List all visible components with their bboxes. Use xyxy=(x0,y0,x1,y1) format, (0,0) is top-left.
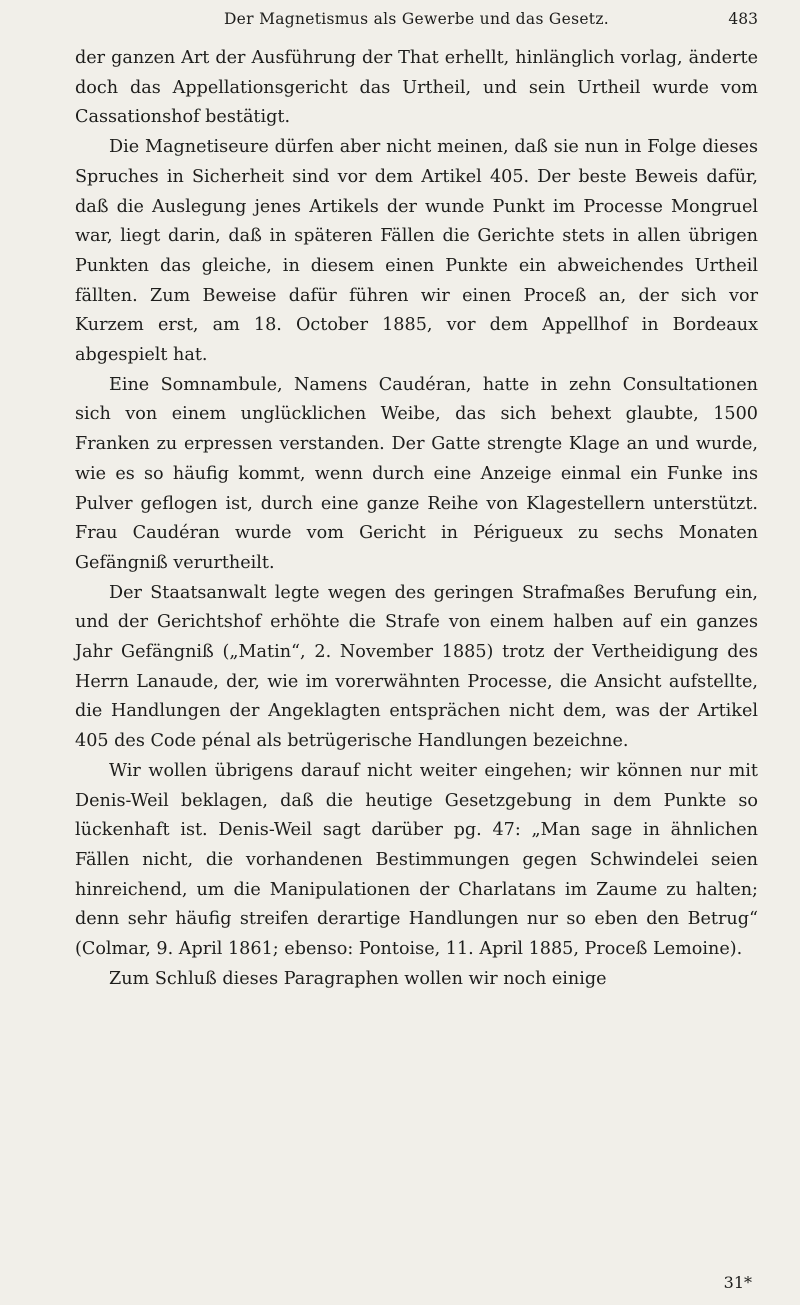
paragraph-6: Zum Schluß dieses Paragraphen wollen wir noch einige xyxy=(109,968,607,989)
paragraph-3: Eine Somnambule, Namens Caudéran, hatte in zehn Consultationen sich von einem unglücklichen Weibe, das sich behext glaubte, 1500 Franken zu erpressen verstanden. Der Gatte strengte Klage an und wurde, wie es so häufig kommt, wenn durch eine Anzeige einmal ein Funke ins Pulver geflogen ist, durch eine ganze Reihe von Klagestellern unterstützt. Frau Caudéran wurde vom Gericht in Périgueux zu sechs Monaten Gefängniß verurtheilt. xyxy=(75,374,758,573)
paragraph-4: Der Staatsanwalt legte wegen des geringen Strafmaßes Berufung ein, und der Gerichtshof erhöhte die Strafe von einem halben auf ein ganzes Jahr Gefängniß („Matin“, 2. November 1885) trotz der Vertheidigung des Herrn Lanaude, der, wie im vorerwähnten Processe, die Ansicht aufstellte, die Handlungen der Angeklagten entsprächen nicht dem, was der Artikel 405 des Code pénal als betrügerische Handlungen bezeichne. xyxy=(75,582,758,752)
paragraph-2: Die Magnetiseure dürfen aber nicht meinen, daß sie nun in Folge dieses Spruches in Sicherheit sind vor dem Artikel 405. Der beste Beweis dafür, daß die Auslegung jenes Artikels der wunde Punkt im Processe Mongruel war, liegt darin, daß in späteren Fällen die Gerichte stets in allen übrigen Punkten das gleiche, in diesem einen Punkte ein abweichendes Urtheil fällten. Zum Beweise dafür führen wir einen Proceß an, der sich vor Kurzem erst, am 18. October 1885, vor dem Appellhof in Bordeaux abgespielt hat. xyxy=(75,137,758,366)
paragraph-5: Wir wollen übrigens darauf nicht weiter eingehen; wir können nur mit Denis-Weil beklagen, daß die heutige Gesetzgebung in dem Punkte so lückenhaft ist. Denis-Weil sagt darüber pg. 47: „Man sage in ähnlichen Fällen nicht, die vorhandenen Bestimmungen gegen Schwindelei seien hinreichend, um die Manipulationen der Charlatans im Zaume zu halten; denn sehr häufig streifen derartige Handlungen nur so eben den Betrug“ (Colmar, 9. April 1861; ebenso: Pontoise, 11. April 1885, Proceß Lemoine). xyxy=(75,760,758,960)
page-header xyxy=(75,10,758,36)
page-number: 483 xyxy=(728,10,758,28)
running-title: Der Magnetismus als Gewerbe und das Gesetz. xyxy=(223,10,610,28)
body-text xyxy=(75,44,758,995)
signature-mark: 31* xyxy=(723,1273,752,1292)
paragraph-1: der ganzen Art der Ausführung der That erhellt, hinlänglich vorlag, änderte doch das Appellationsgericht das Urtheil, und sein Urtheil wurde vom Cassationshof bestätigt. xyxy=(75,48,758,128)
